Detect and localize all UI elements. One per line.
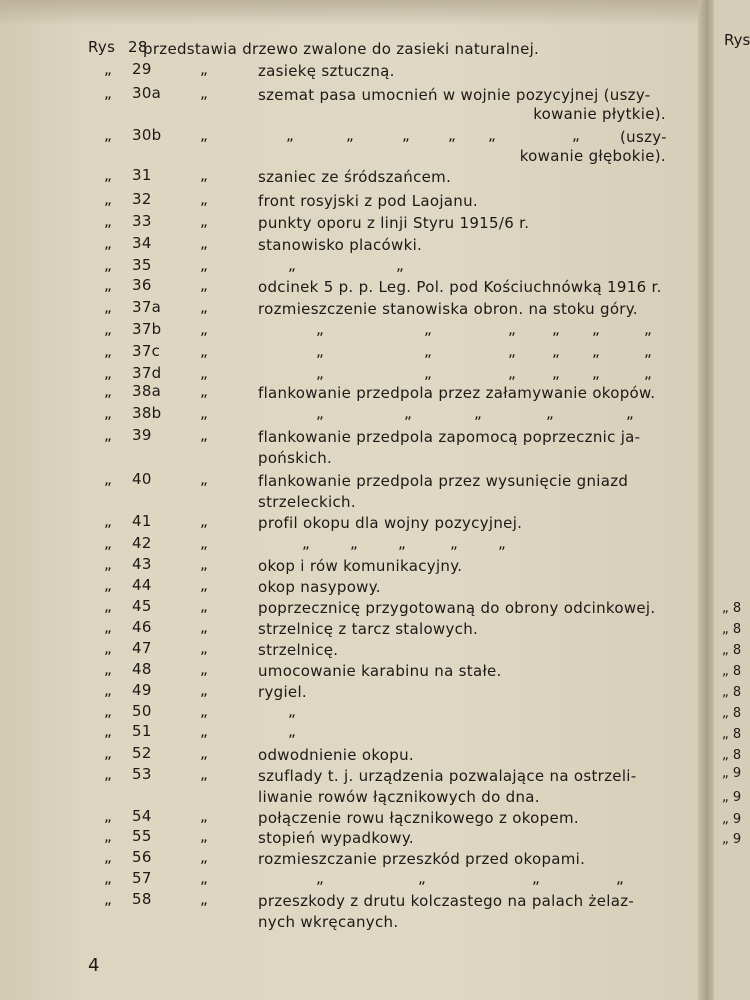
ditto-mark: „ <box>200 212 209 230</box>
figure-number: 38b <box>132 404 162 422</box>
figure-number: 44 <box>132 576 152 594</box>
ditto-mark: „ <box>200 404 209 422</box>
figure-number: 30b <box>132 126 162 144</box>
ditto-mark: „ <box>200 166 209 184</box>
ditto-mark: „ <box>288 256 297 274</box>
ditto-mark: „ <box>200 681 209 699</box>
adjacent-page-fragment: „ 8 <box>722 664 742 679</box>
figure-number: 30a <box>132 84 162 102</box>
ditto-mark: „ <box>200 765 209 783</box>
ditto-mark: „ <box>302 534 311 552</box>
figure-number: 33 <box>132 212 152 230</box>
ditto-mark: „ <box>626 404 635 422</box>
ditto-mark: „ <box>104 869 113 887</box>
figure-description-continuation: nych wkręcanych. <box>258 913 399 931</box>
figure-description: front rosyjski z pod Laojanu. <box>258 192 478 210</box>
figure-number: 37d <box>132 364 162 382</box>
ditto-mark: „ <box>200 364 209 382</box>
figure-number: 43 <box>132 555 152 573</box>
ditto-mark: „ <box>200 126 209 144</box>
figure-number: 34 <box>132 234 152 252</box>
ditto-mark: „ <box>104 848 113 866</box>
ditto-mark: „ <box>450 534 459 552</box>
ditto-mark: „ <box>104 618 113 636</box>
ditto-mark: „ <box>104 212 113 230</box>
ditto-mark: „ <box>200 639 209 657</box>
figure-description: szaniec ze śródszańcem. <box>258 168 452 186</box>
ditto-mark: „ <box>104 84 113 102</box>
adjacent-page-fragment: „ 9 <box>722 790 742 805</box>
figure-description-continuation: liwanie rowów łącznikowych do dna. <box>258 788 540 806</box>
ditto-mark: „ <box>644 364 653 382</box>
figure-description-continuation: kowanie płytkie). <box>533 105 666 123</box>
ditto-mark: „ <box>508 364 517 382</box>
ditto-mark: „ <box>200 342 209 360</box>
ditto-mark: „ <box>104 555 113 573</box>
ditto-mark: „ <box>316 364 325 382</box>
figure-description: punkty oporu z linji Styru 1915/6 r. <box>258 214 530 232</box>
ditto-mark: „ <box>498 534 507 552</box>
ditto-mark: „ <box>200 807 209 825</box>
figure-number: 46 <box>132 618 152 636</box>
figure-number: 49 <box>132 681 152 699</box>
ditto-mark: „ <box>200 470 209 488</box>
figure-description-continuation: pońskich. <box>258 449 333 467</box>
figure-description: rygiel. <box>258 683 307 701</box>
adjacent-page-label: Rys <box>724 31 750 49</box>
figure-description: flankowanie przedpola przez załamywanie okopów. <box>258 384 656 402</box>
ditto-mark: „ <box>104 426 113 444</box>
ditto-mark: „ <box>104 512 113 530</box>
ditto-mark: „ <box>424 342 433 360</box>
ditto-mark: „ <box>200 618 209 636</box>
ditto-mark: „ <box>104 681 113 699</box>
ditto-mark: „ <box>404 404 413 422</box>
ditto-mark: „ <box>104 190 113 208</box>
figure-description: flankowanie przedpola zapomocą poprzecznic ja- <box>258 428 641 446</box>
figure-description: przedstawia drzewo zwalone do zasieki naturalnej. <box>143 40 540 58</box>
figure-number: 42 <box>132 534 152 552</box>
figure-number: 56 <box>132 848 152 866</box>
ditto-mark: „ <box>104 126 113 144</box>
ditto-mark: „ <box>200 534 209 552</box>
adjacent-page-fragment: „ 9 <box>722 832 742 847</box>
ditto-mark: „ <box>200 276 209 294</box>
ditto-mark: „ <box>104 807 113 825</box>
adjacent-page-fragment: „ 8 <box>722 706 742 721</box>
ditto-mark: „ <box>104 364 113 382</box>
figure-number: 54 <box>132 807 152 825</box>
figure-description: strzelnicę z tarcz stalowych. <box>258 620 479 638</box>
page-top-shadow <box>0 0 705 26</box>
ditto-mark: „ <box>104 890 113 908</box>
ditto-mark: „ <box>424 364 433 382</box>
ditto-mark: „ <box>200 555 209 573</box>
ditto-mark: „ <box>488 126 497 144</box>
ditto-mark: „ <box>200 848 209 866</box>
figure-description: połączenie rowu łącznikowego z okopem. <box>258 809 579 827</box>
ditto-mark: „ <box>200 744 209 762</box>
figure-number: 28 <box>128 38 148 56</box>
ditto-mark: „ <box>104 166 113 184</box>
ditto-mark: „ <box>316 869 325 887</box>
figure-description: odwodnienie okopu. <box>258 746 414 764</box>
ditto-mark: „ <box>104 660 113 678</box>
ditto-mark: „ <box>104 234 113 252</box>
ditto-mark: „ <box>104 534 113 552</box>
figure-description: flankowanie przedpola przez wysunięcie gniazd <box>258 472 629 490</box>
figure-description: stanowisko placówki. <box>258 236 423 254</box>
figure-description: rozmieszczenie stanowiska obron. na stoku góry. <box>258 300 638 318</box>
ditto-mark: „ <box>316 342 325 360</box>
ditto-mark: „ <box>644 342 653 360</box>
ditto-mark: „ <box>508 342 517 360</box>
ditto-mark: „ <box>200 256 209 274</box>
adjacent-page-fragment: „ 8 <box>722 727 742 742</box>
figure-description: poprzecznicę przygotowaną do obrony odcinkowej. <box>258 599 656 617</box>
ditto-mark: „ <box>592 320 601 338</box>
ditto-mark: „ <box>200 512 209 530</box>
ditto-mark: „ <box>398 534 407 552</box>
adjacent-page <box>714 0 750 1000</box>
figure-number: 37c <box>132 342 161 360</box>
ditto-mark: „ <box>644 320 653 338</box>
ditto-mark: „ <box>200 320 209 338</box>
ditto-mark: „ <box>104 256 113 274</box>
page-number: 4 <box>88 955 100 976</box>
figure-number: 37b <box>132 320 162 338</box>
figure-description: strzelnicę. <box>258 641 339 659</box>
ditto-mark: „ <box>104 470 113 488</box>
ditto-mark: „ <box>616 869 625 887</box>
ditto-mark: „ <box>200 84 209 102</box>
ditto-mark: „ <box>104 722 113 740</box>
ditto-mark: „ <box>104 298 113 316</box>
ditto-mark: „ <box>592 342 601 360</box>
ditto-mark: „ <box>316 320 325 338</box>
figure-description: zasiekę sztuczną. <box>258 62 395 80</box>
ditto-mark: „ <box>104 342 113 360</box>
figure-number: 37a <box>132 298 162 316</box>
adjacent-page-fragment: „ 8 <box>722 685 742 700</box>
figure-description: przeszkody z drutu kolczastego na palach żelaz- <box>258 892 635 910</box>
figure-description: okop i rów komunikacyjny. <box>258 557 463 575</box>
ditto-mark: „ <box>572 126 581 144</box>
ditto-mark: „ <box>200 869 209 887</box>
figure-description: szuflady t. j. urządzenia pozwalające na ostrzeli- <box>258 767 637 785</box>
ditto-mark: „ <box>200 722 209 740</box>
figure-number: 57 <box>132 869 152 887</box>
ditto-mark: „ <box>104 639 113 657</box>
ditto-mark: „ <box>546 404 555 422</box>
ditto-mark: „ <box>104 827 113 845</box>
figure-number: 51 <box>132 722 152 740</box>
ditto-mark: „ <box>200 298 209 316</box>
figure-number: 35 <box>132 256 152 274</box>
ditto-mark: „ <box>200 660 209 678</box>
ditto-mark: „ <box>316 404 325 422</box>
figure-description: (uszy- <box>620 128 667 146</box>
figure-number: 47 <box>132 639 152 657</box>
figure-number: 52 <box>132 744 152 762</box>
figure-number: 55 <box>132 827 152 845</box>
ditto-mark: „ <box>104 320 113 338</box>
ditto-mark: „ <box>104 276 113 294</box>
ditto-mark: „ <box>288 702 297 720</box>
figure-number: 45 <box>132 597 152 615</box>
ditto-mark: „ <box>104 702 113 720</box>
ditto-mark: „ <box>552 342 561 360</box>
figure-number: 40 <box>132 470 152 488</box>
figure-description: profil okopu dla wojny pozycyjnej. <box>258 514 523 532</box>
figure-description: odcinek 5 p. p. Leg. Pol. pod Kościuchnówką 1916 r. <box>258 278 662 296</box>
adjacent-page-fragment: „ 9 <box>722 812 742 827</box>
figure-number: 58 <box>132 890 152 908</box>
figure-number: 41 <box>132 512 152 530</box>
ditto-mark: „ <box>200 827 209 845</box>
ditto-mark: „ <box>104 382 113 400</box>
ditto-mark: „ <box>200 597 209 615</box>
figure-description-continuation: strzeleckich. <box>258 493 356 511</box>
ditto-mark: „ <box>104 744 113 762</box>
figure-number: 36 <box>132 276 152 294</box>
ditto-mark: „ <box>346 126 355 144</box>
ditto-mark: „ <box>200 382 209 400</box>
ditto-mark: „ <box>402 126 411 144</box>
figure-description-continuation: kowanie głębokie). <box>519 147 666 165</box>
figure-number: 39 <box>132 426 152 444</box>
ditto-mark: „ <box>286 126 295 144</box>
figure-number: 29 <box>132 60 152 78</box>
adjacent-page-fragment: „ 8 <box>722 643 742 658</box>
figure-number: 48 <box>132 660 152 678</box>
figure-number: 53 <box>132 765 152 783</box>
ditto-mark: „ <box>474 404 483 422</box>
ditto-mark: „ <box>532 869 541 887</box>
ditto-mark: „ <box>200 576 209 594</box>
ditto-mark: „ <box>104 404 113 422</box>
figure-description: umocowanie karabinu na stałe. <box>258 662 502 680</box>
figure-number: 31 <box>132 166 152 184</box>
ditto-mark: „ <box>200 60 209 78</box>
ditto-mark: „ <box>592 364 601 382</box>
figure-number: 50 <box>132 702 152 720</box>
ditto-mark: „ <box>200 702 209 720</box>
ditto-mark: „ <box>424 320 433 338</box>
ditto-mark: „ <box>350 534 359 552</box>
figure-description: rozmieszczanie przeszkód przed okopami. <box>258 850 586 868</box>
ditto-mark: „ <box>104 597 113 615</box>
ditto-mark: „ <box>396 256 405 274</box>
ditto-mark: „ <box>104 60 113 78</box>
ditto-mark: „ <box>200 426 209 444</box>
adjacent-page-fragment: „ 8 <box>722 748 742 763</box>
ditto-mark: „ <box>200 234 209 252</box>
ditto-mark: „ <box>448 126 457 144</box>
figure-label: Rys <box>88 38 116 56</box>
ditto-mark: „ <box>552 364 561 382</box>
ditto-mark: „ <box>200 890 209 908</box>
ditto-mark: „ <box>104 765 113 783</box>
figure-description: szemat pasa umocnień w wojnie pozycyjnej (uszy- <box>258 86 651 104</box>
figure-number: 32 <box>132 190 152 208</box>
ditto-mark: „ <box>508 320 517 338</box>
adjacent-page-fragment: „ 9 <box>722 766 742 781</box>
figure-description: okop nasypowy. <box>258 578 381 596</box>
figure-description: stopień wypadkowy. <box>258 829 414 847</box>
ditto-mark: „ <box>104 576 113 594</box>
ditto-mark: „ <box>552 320 561 338</box>
ditto-mark: „ <box>288 722 297 740</box>
ditto-mark: „ <box>200 190 209 208</box>
adjacent-page-fragment: „ 8 <box>722 622 742 637</box>
ditto-mark: „ <box>418 869 427 887</box>
figure-number: 38a <box>132 382 162 400</box>
adjacent-page-fragment: „ 8 <box>722 601 742 616</box>
